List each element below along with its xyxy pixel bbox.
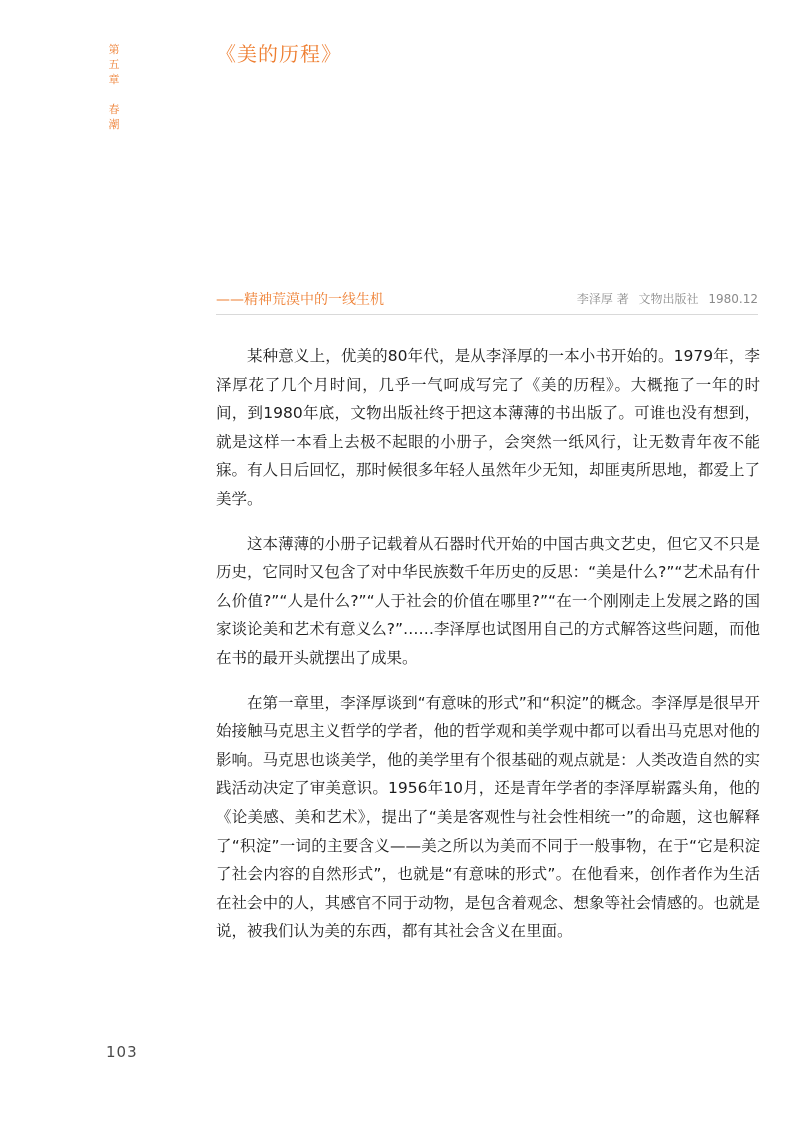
book-publisher: 文物出版社: [638, 292, 699, 306]
header-divider: [216, 314, 758, 315]
body-paragraph: 在第一章里，李泽厚谈到“有意味的形式”和“积淀”的概念。李泽厚是很早开始接触马克思主义哲学的学者，他的哲学观和美学观中都可以看出马克思对他的影响。马克思也谈美学，他的美学里有个很基础的观点就是：人类改造自然的实践活动决定了审美意识。1956年10月，还是青年学者的李泽厚崭露头角，他的《论美感、美和艺术》，提出了“美是客观性与社会性相统一”的命题，这也解释了“积淀”一词的主要含义——美之所以为美而不同于一般事物，在于“它是积淀了社会内容的自然形式”，也就是“有意味的形式”。在他看来，创作者作为生活在社会中的人，其感官不同于动物，是包含着观念、想象等社会情感的。也就是说，被我们认为美的东西，都有其社会含义在里面。: [216, 693, 760, 941]
chapter-char: 五: [108, 58, 120, 71]
book-author: 李泽厚 著: [576, 292, 629, 306]
chapter-char: 第: [108, 43, 120, 56]
section-char: 春: [108, 103, 120, 116]
body-paragraph: 这本薄薄的小册子记载着从石器时代开始的中国古典文艺史，但它又不只是历史，它同时又包含了对中华民族数千年历史的反思：“美是什么?”“艺术品有什么价值?”“人是什么?”“人于社会的价值在哪里?”“在一个刚刚走上发展之路的国家谈论美和艺术有意义么?”……李泽厚也试图用自己的方式解答这些问题，而他在书的最开头就摆出了成果。: [216, 534, 760, 667]
sidebar-gap: [106, 87, 122, 102]
section-char: 潮: [108, 118, 120, 131]
article-subtitle: ——精神荒漠中的一线生机: [216, 292, 384, 308]
publication-date: 1980.12: [708, 292, 758, 306]
body-paragraph: 某种意义上，优美的80年代，是从李泽厚的一本小书开始的。1979年，李泽厚花了几个月时间，几乎一气呵成写完了《美的历程》。大概拖了一年的时间，到1980年底，文物出版社终于把这本薄薄的书出版了。可谁也没有想到，就是这样一本看上去极不起眼的小册子，会突然一纸风行，让无数青年夜不能寐。有人日后回忆，那时候很多年轻人虽然年少无知，却匪夷所思地，都爱上了美学。: [216, 347, 760, 508]
chapter-sidebar: [106, 42, 122, 132]
book-meta: [571, 290, 758, 307]
page-number: 103: [106, 1043, 138, 1061]
chapter-char: 章: [108, 73, 120, 86]
article-body: [216, 342, 760, 962]
book-title: 《美的历程》: [216, 42, 342, 66]
